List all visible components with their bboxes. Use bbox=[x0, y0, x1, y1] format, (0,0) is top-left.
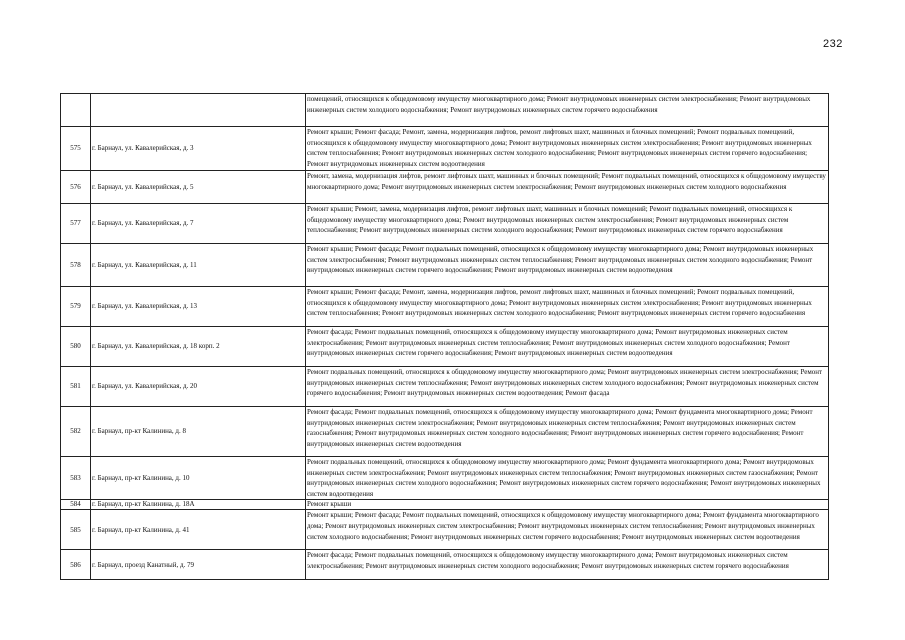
page-number: 232 bbox=[823, 38, 843, 50]
row-works: Ремонт крыши; Ремонт фасада; Ремонт, замена, модернизация лифтов, ремонт лифтовых шахт, машинных и блочных помещений; Ремонт подвальных помещений, относящихся к общедомовому имуществу многоквартирного дома; Ремонт внутридомовых инженерных систем электроснабжения; Ремонт внутридомовых инженерных систем теплоснабжения; Ремонт внутридомовых инженерных систем холодного водоснабжения; Ремонт внутридомовых инженерных систем горячего водоснабжения bbox=[306, 287, 829, 327]
row-number: 584 bbox=[61, 500, 91, 510]
row-works: помещений, относящихся к общедомовому имуществу многоквартирного дома; Ремонт внутридомовых инженерных систем электроснабжения; Ремонт внутридомовых инженерных систем холодного водоснабжения; Ремонт внутридомовых инженерных систем горячего водоснабжения bbox=[306, 94, 829, 127]
row-number: 578 bbox=[61, 244, 91, 287]
row-address: г. Барнаул, ул. Кавалерийская, д. 5 bbox=[91, 171, 306, 204]
table-row bbox=[61, 127, 829, 171]
table-row bbox=[61, 94, 829, 127]
table-row bbox=[61, 407, 829, 457]
row-works: Ремонт крыши bbox=[306, 500, 829, 510]
table-row bbox=[61, 457, 829, 500]
table-row bbox=[61, 204, 829, 244]
table-row bbox=[61, 510, 829, 550]
table-row bbox=[61, 550, 829, 580]
row-works: Ремонт крыши; Ремонт фасада; Ремонт подвальных помещений, относящихся к общедомовому имуществу многоквартирного дома; Ремонт внутридомовых инженерных систем электроснабжения; Ремонт внутридомовых инженерных систем теплоснабжения; Ремонт внутридомовых инженерных систем холодного водоснабжения; Ремонт внутридомовых инженерных систем горячего водоснабжения; Ремонт внутридомовых инженерных систем водоотведения bbox=[306, 244, 829, 287]
row-number: 576 bbox=[61, 171, 91, 204]
row-works: Ремонт крыши; Ремонт фасада; Ремонт, замена, модернизация лифтов, ремонт лифтовых шахт, машинных и блочных помещений; Ремонт подвальных помещений, относящихся к общедомовому имуществу многоквартирного дома; Ремонт внутридомовых инженерных систем электроснабжения; Ремонт внутридомовых инженерных систем теплоснабжения; Ремонт внутридомовых инженерных систем холодного водоснабжения; Ремонт внутридомовых инженерных систем горячего водоснабжения; Ремонт внутридомовых инженерных систем водоотведения bbox=[306, 127, 829, 171]
row-number bbox=[61, 94, 91, 127]
row-works: Ремонт крыши; Ремонт, замена, модернизация лифтов, ремонт лифтовых шахт, машинных и блочных помещений; Ремонт подвальных помещений, относящихся к общедомовому имуществу многоквартирного дома; Ремонт внутридомовых инженерных систем электроснабжения; Ремонт внутридомовых инженерных систем теплоснабжения; Ремонт внутридомовых инженерных систем холодного водоснабжения; Ремонт внутридомовых инженерных систем горячего водоснабжения bbox=[306, 204, 829, 244]
row-address: г. Барнаул, ул. Кавалерийская, д. 7 bbox=[91, 204, 306, 244]
row-address: г. Барнаул, ул. Кавалерийская, д. 18 корп. 2 bbox=[91, 327, 306, 367]
table-row bbox=[61, 367, 829, 407]
row-works: Ремонт фасада; Ремонт подвальных помещений, относящихся к общедомовому имуществу многоквартирного дома; Ремонт внутридомовых инженерных систем электроснабжения; Ремонт внутридомовых инженерных систем холодного водоснабжения; Ремонт внутридомовых инженерных систем горячего водоснабжения bbox=[306, 550, 829, 580]
row-address: г. Барнаул, ул. Кавалерийская, д. 20 bbox=[91, 367, 306, 407]
row-address: г. Барнаул, ул. Кавалерийская, д. 11 bbox=[91, 244, 306, 287]
row-works: Ремонт фасада; Ремонт подвальных помещений, относящихся к общедомовому имуществу многоквартирного дома; Ремонт фундамента многоквартирного дома; Ремонт внутридомовых инженерных систем электроснабжения; Ремонт внутридомовых инженерных систем теплоснабжения; Ремонт внутридомовых инженерных систем газоснабжения; Ремонт внутридомовых инженерных систем холодного водоснабжения; Ремонт внутридомовых инженерных систем горячего водоснабжения; Ремонт внутридомовых инженерных систем водоотведения bbox=[306, 407, 829, 457]
table-row bbox=[61, 244, 829, 287]
row-address: г. Барнаул, ул. Кавалерийская, д. 3 bbox=[91, 127, 306, 171]
table-row bbox=[61, 171, 829, 204]
table-row bbox=[61, 287, 829, 327]
row-address: г. Барнаул, пр-кт Калинина, д. 10 bbox=[91, 457, 306, 500]
row-number: 585 bbox=[61, 510, 91, 550]
row-number: 583 bbox=[61, 457, 91, 500]
row-address: г. Барнаул, пр-кт Калинина, д. 8 bbox=[91, 407, 306, 457]
row-number: 580 bbox=[61, 327, 91, 367]
row-works: Ремонт подвальных помещений, относящихся к общедомовому имуществу многоквартирного дома; Ремонт фундамента многоквартирного дома; Ремонт внутридомовых инженерных систем электроснабжения; Ремонт внутридомовых инженерных систем теплоснабжения; Ремонт внутридомовых инженерных систем газоснабжения; Ремонт внутридомовых инженерных систем холодного водоснабжения; Ремонт внутридомовых инженерных систем горячего водоснабжения; Ремонт внутридомовых инженерных систем водоотведения bbox=[306, 457, 829, 500]
row-works: Ремонт подвальных помещений, относящихся к общедомовому имуществу многоквартирного дома; Ремонт внутридомовых инженерных систем электроснабжения; Ремонт внутридомовых инженерных систем теплоснабжения; Ремонт внутридомовых инженерных систем холодного водоснабжения; Ремонт внутридомовых инженерных систем горячего водоснабжения; Ремонт внутридомовых инженерных систем водоотведения; Ремонт фасада bbox=[306, 367, 829, 407]
table-row bbox=[61, 327, 829, 367]
row-number: 586 bbox=[61, 550, 91, 580]
row-address: г. Барнаул, пр-кт Калинина, д. 41 bbox=[91, 510, 306, 550]
row-address bbox=[91, 94, 306, 127]
row-number: 581 bbox=[61, 367, 91, 407]
row-number: 577 bbox=[61, 204, 91, 244]
row-number: 575 bbox=[61, 127, 91, 171]
row-number: 582 bbox=[61, 407, 91, 457]
row-address: г. Барнаул, проезд Канатный, д. 79 bbox=[91, 550, 306, 580]
row-works: Ремонт фасада; Ремонт подвальных помещений, относящихся к общедомовому имуществу многоквартирного дома; Ремонт внутридомовых инженерных систем электроснабжения; Ремонт внутридомовых инженерных систем теплоснабжения; Ремонт внутридомовых инженерных систем холодного водоснабжения; Ремонт внутридомовых инженерных систем горячего водоснабжения; Ремонт внутридомовых инженерных систем водоотведения bbox=[306, 327, 829, 367]
works-table bbox=[60, 93, 829, 580]
table-row bbox=[61, 500, 829, 510]
row-works: Ремонт, замена, модернизация лифтов, ремонт лифтовых шахт, машинных и блочных помещений; Ремонт подвальных помещений, относящихся к общедомовому имуществу многоквартирного дома; Ремонт внутридомовых инженерных систем электроснабжения; Ремонт внутридомовых инженерных систем холодного водоснабжения bbox=[306, 171, 829, 204]
row-address: г. Барнаул, ул. Кавалерийская, д. 13 bbox=[91, 287, 306, 327]
row-works: Ремонт крыши; Ремонт фасада; Ремонт подвальных помещений, относящихся к общедомовому имуществу многоквартирного дома; Ремонт фундамента многоквартирного дома; Ремонт внутридомовых инженерных систем электроснабжения; Ремонт внутридомовых инженерных систем теплоснабжения; Ремонт внутридомовых инженерных систем холодного водоснабжения; Ремонт внутридомовых инженерных систем горячего водоснабжения; Ремонт внутридомовых инженерных систем водоотведения bbox=[306, 510, 829, 550]
row-number: 579 bbox=[61, 287, 91, 327]
row-address: г. Барнаул, пр-кт Калинина, д. 18А bbox=[91, 500, 306, 510]
